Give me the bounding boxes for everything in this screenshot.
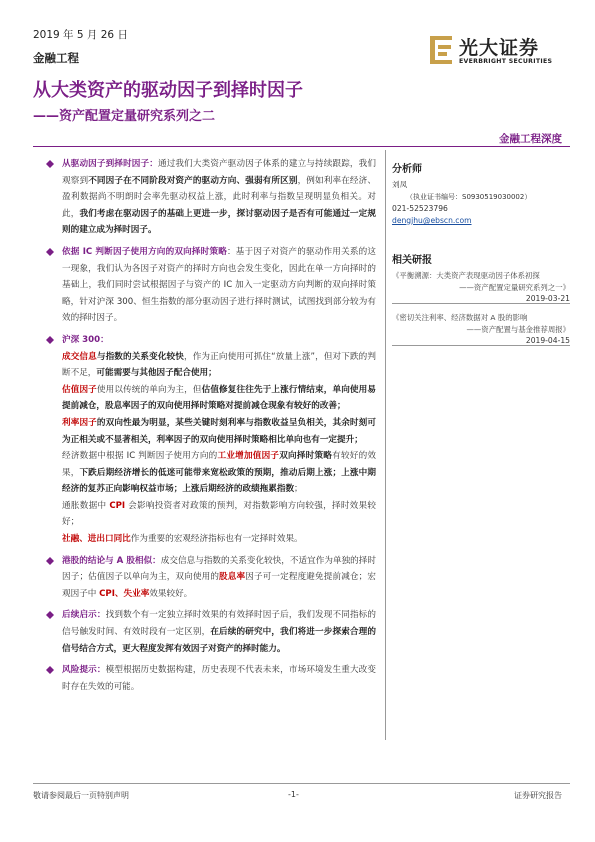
report-type-tag: 金融工程深度 <box>499 133 562 145</box>
footer-divider <box>33 783 570 784</box>
summary-point-1: 从驱动因子到择时因子：通过我们大类资产驱动因子体系的建立与持续跟踪，我们观察到不同因子在不同阶段对资产的驱动方向、强弱有所区别，例如利率在经济、盈利数据尚不明朗时会率先驱动权益上涨，此时利率与指数呈现明显负相关。对此，我们考虑在驱动因子的基础上更进一步，探讨驱动因子是否有可能通过一定规则的建立成为择时因子。 <box>46 156 376 239</box>
diamond-bullet-icon <box>46 248 54 256</box>
summary-point-3: 沪深 300： <box>46 332 376 349</box>
column-divider <box>385 150 386 740</box>
hs300-volume: 成交信息与指数的关系变化较快，作为正向使用可抓住“放量上涨”，但对下跌的判断不足，可能需要与其他因子配合使用； <box>62 351 376 379</box>
diamond-bullet-icon <box>46 160 54 168</box>
analyst-heading: 分析师 <box>392 164 422 175</box>
hs300-financing: 社融、进出口同比作为重要的宏观经济指标也有一定择时效果。 <box>62 534 303 545</box>
header-divider <box>33 146 570 147</box>
analyst-phone: 021-52523796 <box>392 204 448 213</box>
logo-mark-icon <box>428 34 454 66</box>
page-number: -1- <box>288 790 299 799</box>
related-report-1[interactable]: 《平衡溯源：大类资产表现驱动因子体系初探 ——资产配置定量研究系列之一》 <box>392 271 570 292</box>
analyst-cert: （执业证书编号：S0930519030002） <box>406 193 532 201</box>
summary-point-2: 依据 IC 判断因子使用方向的双向择时策略：基于因子对资产的驱动作用关系的这一现象，我们认为各因子对资产的择时方向也会发生变化，因此在单一方向择时的基础上，我们同时尝试根据因子与资产的 IC 加入一定驱动方向判断的双向择时策略，针对沪深 300、恒生指数的部分驱动因子进行择时测试，试图找到部分较为有效的择时因子。 <box>46 244 376 327</box>
logo-name-en: EVERBRIGHT SECURITIES <box>459 58 553 65</box>
hs300-rates: 利率因子的双向性最为明显，某些关键时刻利率与指数收益呈负相关，其余时刻可为正相关或不显著相关，利率因子的双向使用择时策略相比单向也有一定提升； <box>62 417 376 445</box>
summary-body <box>46 156 376 695</box>
summary-point-4: 港股的结论与 A 股相似：成交信息与指数的关系变化较快，不适宜作为单独的择时因子；估值因子以单向为主，双向使用的股息率因子可一定程度避免提前减仓；宏观因子中 CPI、失业率效果较好。 <box>46 553 376 603</box>
related-heading: 相关研报 <box>392 255 432 266</box>
summary-point-6: 风险提示：模型根据历史数据构建，历史表现不代表未来，市场环境发生重大改变时存在失效的可能。 <box>46 662 376 695</box>
logo-name-cn: 光大证券 <box>459 37 540 59</box>
related-divider <box>392 345 570 346</box>
report-subtitle: ——资产配置定量研究系列之二 <box>33 109 216 124</box>
company-logo <box>428 34 568 68</box>
hs300-valuation: 估值因子使用以传统的单向为主，但估值修复往往先于上涨行情结束，单向使用易提前减仓，股息率因子的双向使用择时策略对提前减仓现象有较好的改善； <box>62 384 376 412</box>
report-title: 从大类资产的驱动因子到择时因子 <box>33 80 303 101</box>
diamond-bullet-icon <box>46 611 54 619</box>
footer-report-type: 证券研究报告 <box>514 791 562 800</box>
hs300-inflation: 通胀数据中 CPI 会影响投资者对政策的预判，对指数影响方向较强，择时效果较好； <box>62 500 376 528</box>
footer-disclaimer: 敬请参阅最后一页特别声明 <box>33 791 129 800</box>
diamond-bullet-icon <box>46 336 54 344</box>
diamond-bullet-icon <box>46 666 54 674</box>
report-date: 2019 年 5 月 26 日 <box>33 29 128 41</box>
diamond-bullet-icon <box>46 557 54 565</box>
hs300-economy: 经济数据中根据 IC 判断因子使用方向的工业增加值因子双向择时策略有较好的效果，下跌后期经济增长的低迷可能带来宽松政策的预期，推动后期上涨；上涨中期经济的复苏正向影响权益市场；上涨后期经济的政绩拖累指数； <box>62 451 376 495</box>
summary-point-5: 后续启示：找到数个有一定独立择时效果的有效择时因子后，我们发现不同指标的信号触发时间、有效时段有一定区别，在后续的研究中，我们将进一步探索合理的信号结合方式，更大程度发挥有效因子对资产的择时能力。 <box>46 607 376 657</box>
analyst-email-link[interactable]: dengjhu@ebscn.com <box>392 216 472 225</box>
related-report-2[interactable]: 《密切关注利率、经济数据对 A 股的影响 ——资产配置与基金推荐周报》 <box>392 313 570 334</box>
sidebar <box>392 160 570 346</box>
analyst-name: 刘凤 <box>392 180 408 189</box>
report-category: 金融工程 <box>33 51 79 65</box>
related-report-2-date: 2019-04-15 <box>525 336 570 345</box>
related-report-1-date: 2019-03-21 <box>525 294 570 303</box>
